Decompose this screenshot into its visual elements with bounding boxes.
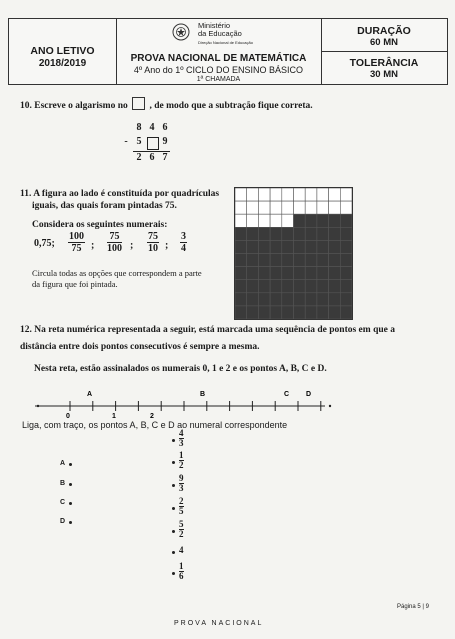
grid-cell-painted xyxy=(282,240,294,253)
header-duration-cell xyxy=(321,19,447,84)
grid-cell-painted xyxy=(340,280,352,293)
instruction-line-1: Circula todas as opções que correspondem a parte xyxy=(32,268,202,278)
grid-cell-painted xyxy=(329,293,341,306)
grid-cell-blank xyxy=(247,201,259,214)
match-point-d: D xyxy=(60,518,66,525)
option-dot[interactable] xyxy=(172,572,175,575)
grid-cell-painted xyxy=(247,280,259,293)
answer-box-icon xyxy=(132,97,145,110)
grid-cell-painted xyxy=(270,240,282,253)
grid-cell-painted xyxy=(247,293,259,306)
option-fraction: $\frac{2}{5}$ xyxy=(179,496,184,516)
grid-cell-painted xyxy=(247,227,259,240)
school-year-value: 2018/2019 xyxy=(38,58,87,69)
missing-digit-input[interactable] xyxy=(147,137,159,150)
question-11-consider: Considera os seguintes numerais: xyxy=(32,220,168,230)
grid-cell-painted xyxy=(270,293,282,306)
grid-cell-painted xyxy=(258,306,270,319)
grid-cell-painted xyxy=(294,254,306,267)
grid-cell-painted xyxy=(294,227,306,240)
grid-cell-blank xyxy=(305,188,317,201)
grid-cell-painted xyxy=(305,214,317,227)
header-divider xyxy=(321,51,447,52)
question-12-subprompt: Nesta reta, estão assinalados os numerais 0, 1 e 2 e os pontos A, B, C e D. xyxy=(34,364,327,374)
grid-cell-painted xyxy=(247,254,259,267)
grid-cell-blank xyxy=(247,188,259,201)
numline-point-label: A xyxy=(87,391,93,398)
grid-cell-painted xyxy=(294,240,306,253)
numline-number-label: 0 xyxy=(66,413,70,420)
separator: ; xyxy=(130,240,134,251)
grid-cell-painted xyxy=(235,280,247,293)
grid-cell-painted xyxy=(340,254,352,267)
question-12-line-2: distância entre dois pontos consecutivos é sempre a mesma. xyxy=(20,342,260,352)
question-10-text-start: 10. Escreve o algarismo no xyxy=(20,101,128,111)
grid-cell-painted xyxy=(329,240,341,253)
grid-cell-painted xyxy=(305,293,317,306)
grid-cell-painted xyxy=(294,280,306,293)
match-dot-b[interactable] xyxy=(69,483,72,486)
subtraction-digit: 8 xyxy=(136,122,142,133)
grid-cell-painted xyxy=(282,227,294,240)
grid-cell-painted xyxy=(329,254,341,267)
subtraction-digit: 9 xyxy=(162,136,168,147)
numline-end-dot xyxy=(37,405,39,407)
exam-title: PROVA NACIONAL DE MATEMÁTICA xyxy=(130,53,307,64)
grid-cell-blank xyxy=(258,214,270,227)
grid-cell-blank xyxy=(270,188,282,201)
grid-cell-painted xyxy=(247,267,259,280)
painted-grid-figure xyxy=(234,187,353,320)
option-fraction: $\frac{4}{3}$ xyxy=(179,428,184,448)
grid-cell-painted xyxy=(282,267,294,280)
grid-cell-painted xyxy=(282,280,294,293)
match-point-a: A xyxy=(60,460,66,467)
match-dot-c[interactable] xyxy=(69,502,72,505)
numeral-fraction[interactable]: $\frac{100}{75}$ xyxy=(69,231,84,254)
grid-cell-painted xyxy=(317,293,329,306)
grid-cell-painted xyxy=(305,240,317,253)
grid-cell-painted xyxy=(294,214,306,227)
grid-cell-painted xyxy=(235,254,247,267)
grid-cell-painted xyxy=(235,306,247,319)
grid-cell-painted xyxy=(258,267,270,280)
grid-cell-blank xyxy=(282,214,294,227)
tolerance-label: TOLERÂNCIA xyxy=(349,57,419,69)
grid-cell-painted xyxy=(305,267,317,280)
question-10-prompt xyxy=(20,97,313,111)
question-11-instruction xyxy=(32,268,202,290)
option-integer: 4 xyxy=(179,545,184,555)
numline-point-label: D xyxy=(306,391,312,398)
grid-cell-painted xyxy=(317,280,329,293)
tolerance-value: 30 MN xyxy=(370,69,398,80)
grid-cell-painted xyxy=(270,254,282,267)
subtraction-digit: 4 xyxy=(149,122,155,133)
grid-cell-blank xyxy=(317,188,329,201)
grid-cell-painted xyxy=(317,214,329,227)
duration-label: DURAÇÃO xyxy=(357,25,411,37)
instruction-line-2: da figura que foi pintada. xyxy=(32,279,118,289)
grid-cell-blank xyxy=(329,201,341,214)
option-dot[interactable] xyxy=(172,530,175,533)
option-fraction: $\frac{1}{6}$ xyxy=(179,561,184,581)
duration-value: 60 MN xyxy=(370,37,398,48)
grid-cell-blank xyxy=(258,201,270,214)
grid-cell-blank xyxy=(258,188,270,201)
directorate-name: Direção Nacional de Educação xyxy=(198,40,253,45)
numline-end-dot xyxy=(329,405,331,407)
grid-cell-painted xyxy=(305,306,317,319)
grid-cell-painted xyxy=(294,267,306,280)
question-11-line-1: 11. A figura ao lado é constituída por quadrículas xyxy=(20,189,220,199)
minus-sign: - xyxy=(124,136,128,147)
grid-cell-painted xyxy=(270,227,282,240)
grid-cell-painted xyxy=(340,240,352,253)
grid-cell-painted xyxy=(235,267,247,280)
result-digit: 2 xyxy=(136,152,142,163)
grid-cell-painted xyxy=(247,240,259,253)
grid-cell-painted xyxy=(340,293,352,306)
option-dot[interactable] xyxy=(172,551,175,554)
match-dot-d[interactable] xyxy=(69,521,72,524)
grid-cell-painted xyxy=(329,280,341,293)
grid-cell-painted xyxy=(258,293,270,306)
grid-cell-painted xyxy=(258,280,270,293)
grid-cell-painted xyxy=(282,306,294,319)
grid-cell-blank xyxy=(270,201,282,214)
numline-point-label: C xyxy=(284,391,290,398)
grid-cell-painted xyxy=(340,306,352,319)
grid-cell-painted xyxy=(305,254,317,267)
option-fraction: $\frac{5}{2}$ xyxy=(179,519,184,539)
school-year-label: ANO LETIVO xyxy=(30,45,95,57)
grid-cell-painted xyxy=(270,267,282,280)
page-number: Página 5 | 9 xyxy=(397,604,429,610)
grid-cell-painted xyxy=(305,227,317,240)
grid-cell-blank xyxy=(282,201,294,214)
header-title-cell xyxy=(116,19,322,84)
grid-cell-blank xyxy=(270,214,282,227)
question-12-instruction: Liga, com traço, os pontos A, B, C e D ao numeral correspondente xyxy=(22,420,288,430)
grid-cell-painted xyxy=(258,240,270,253)
question-10-text-end: , de modo que a subtração fique correta. xyxy=(149,101,313,111)
exam-call: 1ª CHAMADA xyxy=(196,76,241,83)
grid-cell-blank xyxy=(235,214,247,227)
grid-cell-painted xyxy=(329,306,341,319)
grid-cell-painted xyxy=(258,254,270,267)
result-digit: 6 xyxy=(149,152,155,163)
grid-cell-painted xyxy=(329,267,341,280)
exam-grade: 4º Ano do 1º CICLO DO ENSINO BÁSICO xyxy=(133,65,304,75)
grid-cell-painted xyxy=(270,280,282,293)
numline-number-label: 1 xyxy=(112,413,116,420)
grid-cell-blank xyxy=(247,214,259,227)
separator: ; xyxy=(165,240,169,251)
ministry-name: Ministério da Educação xyxy=(198,21,242,38)
grid-cell-blank xyxy=(235,201,247,214)
numline-number-label: 2 xyxy=(150,413,154,420)
grid-cell-painted xyxy=(340,214,352,227)
numeral-fraction[interactable]: $\frac{75}{10}$ xyxy=(148,231,158,254)
footer-brand: PROVA NACIONAL xyxy=(174,620,264,627)
match-dot-a[interactable] xyxy=(69,463,72,466)
numeral-fraction[interactable]: $\frac{3}{4}$ xyxy=(181,231,186,254)
result-digit: 7 xyxy=(162,152,168,163)
grid-cell-painted xyxy=(282,254,294,267)
option-dot[interactable] xyxy=(172,507,175,510)
question-11-title xyxy=(20,188,219,212)
option-fraction: $\frac{9}{3}$ xyxy=(179,473,184,493)
header-year-cell xyxy=(9,19,117,84)
grid-cell-painted xyxy=(317,254,329,267)
grid-cell-painted xyxy=(317,240,329,253)
option-dot[interactable] xyxy=(172,439,175,442)
grid-cell-painted xyxy=(317,227,329,240)
question-11-line-2: iguais, das quais foram pintadas 75. xyxy=(32,201,177,211)
grid-cell-blank xyxy=(340,188,352,201)
match-point-b: B xyxy=(60,480,66,487)
grid-cell-painted xyxy=(317,306,329,319)
grid-cell-painted xyxy=(294,306,306,319)
grid-cell-painted xyxy=(235,227,247,240)
grid-cell-painted xyxy=(340,267,352,280)
subtraction-digit: 5 xyxy=(136,136,142,147)
grid-cell-blank xyxy=(317,201,329,214)
grid-cell-painted xyxy=(247,306,259,319)
grid-cell-painted xyxy=(329,227,341,240)
grid-cell-painted xyxy=(294,293,306,306)
numeral-fraction[interactable]: $\frac{75}{100}$ xyxy=(107,231,122,254)
coat-of-arms-icon xyxy=(171,22,191,42)
grid-cell-painted xyxy=(235,293,247,306)
option-dot[interactable] xyxy=(172,484,175,487)
grid-cell-painted xyxy=(258,227,270,240)
option-fraction: $\frac{1}{2}$ xyxy=(179,450,184,470)
grid-cell-blank xyxy=(235,188,247,201)
numline-point-label: B xyxy=(200,391,206,398)
grid-cell-blank xyxy=(282,188,294,201)
grid-cell-blank xyxy=(329,188,341,201)
grid-cell-painted xyxy=(235,240,247,253)
question-12-prompt xyxy=(20,322,440,356)
grid-cell-painted xyxy=(329,214,341,227)
grid-cell-blank xyxy=(340,201,352,214)
option-dot[interactable] xyxy=(172,461,175,464)
exam-header xyxy=(8,18,448,85)
grid-cell-painted xyxy=(305,280,317,293)
question-12-line-1: 12. Na reta numérica representada a seguir, está marcada uma sequência de pontos em que a xyxy=(20,325,395,335)
grid-cell-painted xyxy=(317,267,329,280)
subtraction-digit: 6 xyxy=(162,122,168,133)
number-line xyxy=(30,388,360,424)
separator: ; xyxy=(91,240,95,251)
grid-cell-blank xyxy=(294,188,306,201)
grid-cell-painted xyxy=(270,306,282,319)
match-point-c: C xyxy=(60,499,66,506)
numeral-decimal[interactable]: 0,75; xyxy=(34,238,55,249)
grid-cell-blank xyxy=(305,201,317,214)
grid-cell-painted xyxy=(340,227,352,240)
grid-cell-painted xyxy=(282,293,294,306)
grid-cell-blank xyxy=(294,201,306,214)
